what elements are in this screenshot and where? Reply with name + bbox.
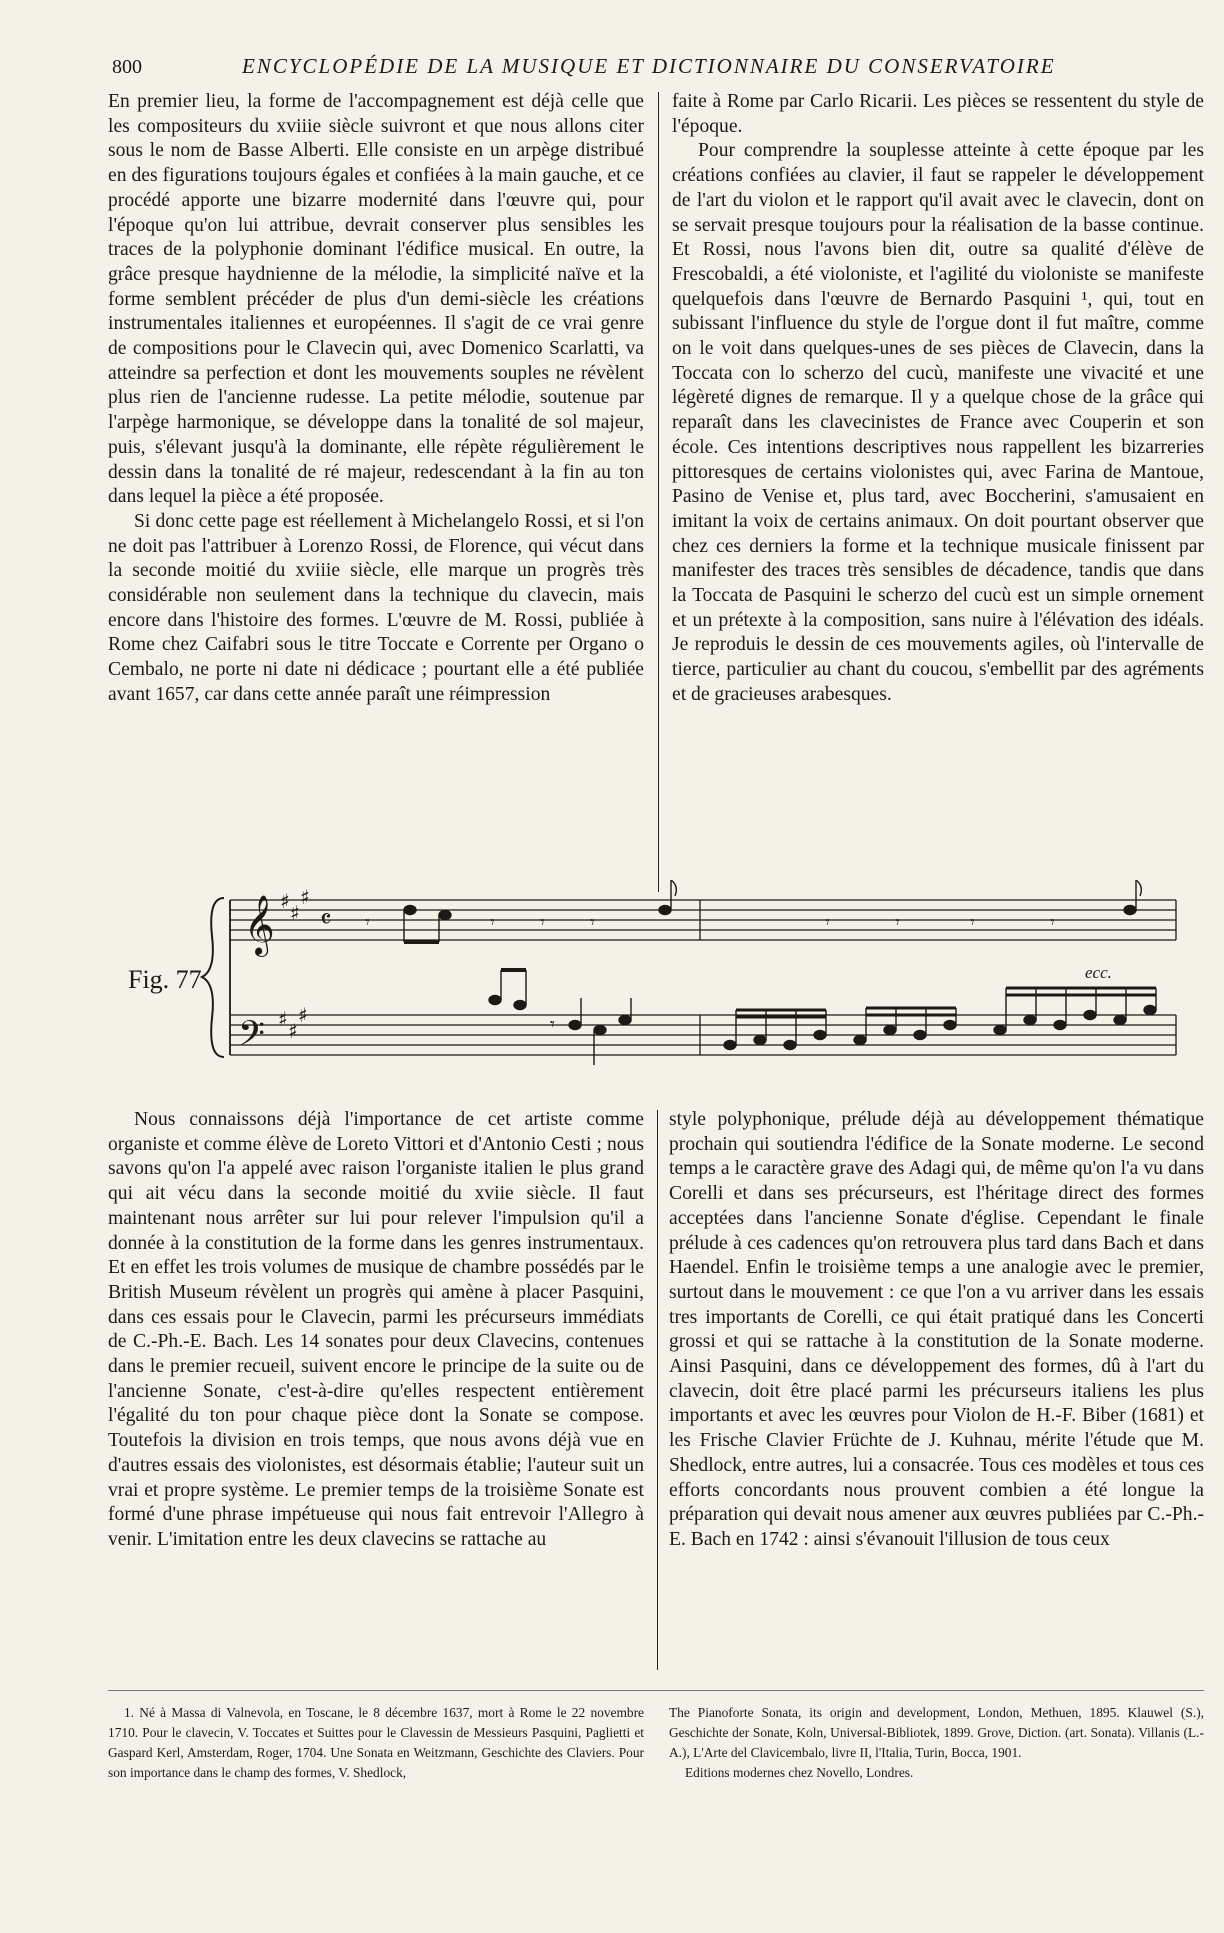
svg-text:♯: ♯ (300, 885, 310, 909)
column-divider-bottom (657, 1110, 658, 1670)
page-header (112, 52, 1074, 82)
footnote-text: Editions modernes chez Novello, Londres. (685, 1765, 914, 1780)
key-signature (278, 885, 310, 1043)
svg-text:𝄾: 𝄾 (895, 912, 900, 932)
footnote-rule (108, 1690, 1204, 1691)
svg-text:♯: ♯ (298, 1003, 308, 1027)
music-example (120, 880, 1216, 1090)
figure-label: Fig. 77 (128, 965, 202, 994)
svg-text:𝄾: 𝄾 (825, 912, 830, 932)
footnote-text: The Pianoforte Sonata, its origin and development, London, Methuen, 1895. Klauwel (S.), Geschichte der Sonate, Koln, Universal-Bibliotek, 1899. Grove, Diction. (art. Sonata). Villanis (L.-A.), L'Arte del Clavicembalo, livre II, l'Italia, Turin, Bocca, 1901. (669, 1705, 1204, 1760)
paragraph: faite à Rome par Carlo Ricarii. Les pièces se ressentent du style de l'époque. (672, 91, 1204, 137)
paragraph: Pour comprendre la souplesse atteinte à cette époque par les créations confiées au clavier, il faut se rappeler le développement de l'art du violon et le rapport qu'il avait avec le clavecin, dont on se servait presque toujours pour la réalisation de la basse continue. Et Rossi, nous l'avons bien dit, outre sa qualité d'élève de Frescobaldi, a été violoniste, et l'agilité du violoniste se manifeste quelquefois dans l'œuvre de Bernardo Pasquini ¹, qui, tout en subissant l'influence du style de l'orgue dont il fut maître, comme on le voit dans quelques-unes de ses pièces de Clavecin, dans la Toccata con lo scherzo del cucù, manifeste une vivacité et une légèreté dignes de remarque. Il y a quelque chose de la grâce qui reparaît dans les clavecinistes de France avec Couperin et son école. Ces intentions descriptives nous rappellent les bizarreries pittoresques de certains violonistes qui, avec Farina de Mantoue, Pasino de Venise et, plus tard, avec Boccherini, s'amusaient en imitant la voix de certains animaux. On doit pourtant observer que chez ces derniers la forme et la technique musicale finissent par manifester des traces très sensibles de décadence, tandis que dans la Toccata de Pasquini le scherzo del cucù est un simple ornement et un prétexte à la composition, sans nuire à l'élévation des idéals. Je reproduis le dessin de ces mouvements agiles, où l'intervalle de tierce, particulier au chant du coucou, s'embellit par des agréments et de gracieuses arabesques. (672, 140, 1204, 705)
paragraph: style polyphonique, prélude déjà au développement thématique prochain qui soutiendra l'édifice de la Sonate moderne. Le second temps a le caractère grave des Adagi qui, de même qu'on l'a vu dans Corelli et dans ses précurseurs, est l'héritage direct des formes acceptées dans l'ancienne Sonate d'église. Cependant le finale prélude à ces cadences qu'on retrouvera plus tard dans Bach et dans Haendel. Enfin le troisième temps a une analogie avec le premier, surtout dans le mouvement : ce que l'on a vu arriver dans les essais tres importants de Corelli, ce qui était pratiqué dans les Concerti grossi et qui se rattache à la constitution de la Sonate moderne. Ainsi Pasquini, dans ce développement des formes, dû à l'art du clavecin, doit être placé parmi les précurseurs italiens les plus importants et avec les œuvres pour Violon de H.-F. Biber (1681) et les Frische Clavier Früchte de J. Kuhnau, mérite l'étude que M. Shedlock, entre autres, lui a consacrée. Tous ces modèles et tous ces efforts concordants nous prouvent combien a été longue la préparation qui devait nous amener aux œuvres publiées par C.-Ph.-E. Bach en 1742 : ainsi s'évanouit l'illusion de tous ceux (669, 1109, 1204, 1550)
running-head: ENCYCLOPÉDIE DE LA MUSIQUE ET DICTIONNAIRE DU CONSERVATOIRE (242, 54, 1056, 78)
column-top-left (108, 90, 644, 708)
svg-text:𝄾: 𝄾 (590, 912, 595, 932)
paragraph: Si donc cette page est réellement à Michelangelo Rossi, et si l'on ne doit pas l'attribuer à Lorenzo Rossi, de Florence, qui vécut dans la seconde moitié du xviiie siècle, elle marque un progrès très considérable non seulement dans la technique du clavecin, mais encore dans l'histoire des formes. L'œuvre de M. Rossi, publiée à Rome chez Caifabri sous le titre Toccate e Corrente per Organo o Cembalo, ne porte ni date ni dédicace ; pourtant elle a été publiée avant 1657, car dans cette année paraît une réimpression (108, 510, 644, 705)
column-top-right (672, 90, 1204, 708)
page-number: 800 (112, 56, 142, 78)
treble-notes (365, 880, 1141, 942)
paragraph: En premier lieu, la forme de l'accompagnement est déjà celle que les compositeurs du xviiie siècle suivront et que nous allons citer sous le nom de Basse Alberti. Elle consiste en un arpège distribué en des figurations toujours égales et confiées à la main gauche, et ce procédé apporte une bizarre modernité dans l'œuvre qui, pour l'époque qu'on lui attribue, devrait conserver plus sensibles les traces de la polyphonie dominant l'édifice musical. En outre, la grâce presque haydnienne de la mélodie, la simplicité naïve et la forme semblent précéder de plus d'un demi-siècle les créations instrumentales italiennes et européennes. Il s'agit de ce vrai genre de compositions pour le Clavecin qui, avec Domenico Scarlatti, va atteindre sa perfection et dont les mouvements souples ne révèlent plus rien de l'ancienne rudesse. La petite mélodie, soutenue par l'arpège harmonique, se développe dans la tonalité de sol majeur, puis, s'élevant jusqu'à la dominante, elle répète régulièrement le dessin dans la tonalité de ré majeur, redescendant à la fin au ton dans lequel la pièce a été proposée. (108, 91, 644, 508)
svg-text:𝄾: 𝄾 (490, 912, 495, 932)
svg-text:♯: ♯ (288, 1019, 298, 1043)
column-divider-top (658, 92, 659, 892)
svg-text:𝄾: 𝄾 (1050, 912, 1055, 932)
svg-text:𝄾: 𝄾 (365, 912, 370, 932)
footnote-right (669, 1703, 1204, 1783)
footnote-text: 1. Né à Massa di Valnevola, en Toscane, le 8 décembre 1637, mort à Rome le 22 novembre 1710. Pour le clavecin, V. Toccates et Suittes pour le Clavessin de Messieurs Pasquini, Paglietti et Gaspard Kerl, Amsterdam, Roger, 1704. Une Sonata en Weitzmann, Geschichte des Claviers. Pour son importance dans le champ des formes, V. Shedlock, (108, 1705, 644, 1780)
svg-text:𝄾: 𝄾 (970, 912, 975, 932)
score-figure (120, 880, 1216, 1090)
paragraph: Nous connaissons déjà l'importance de cet artiste comme organiste et comme élève de Loreto Vittori et d'Antonio Cesti ; nous savons qu'on l'a appelé avec raison l'organiste italien le plus grand qui ait vécu dans la seconde moitié du xviie siècle. Il faut maintenant nous arrêter sur lui pour relever l'impulsion qu'il a donnée à la constitution de la forme dans les genres instrumentaux. Et en effet les trois volumes de musique de chambre possédés par le British Museum révèlent un progrès qui amène à placer Pasquini, dans ces essais pour le Clavecin, parmi les précurseurs immédiats de C.-Ph.-E. Bach. Les 14 sonates pour deux Clavecins, contenues dans le premier recueil, suivent encore le principe de la suite ou de l'ancienne Sonate, c'est-à-dire qu'elles respectent entièrement l'égalité du ton pour chaque pièce dont la Sonate se compose. Toutefois la division en trois temps, que nous avons déjà vue en d'autres essais des violonistes, est désormais établie; l'auteur suit un vrai et propre système. Le premier temps de la troisième Sonate est formé d'une phrase impétueuse qui nous fait entrevoir l'Allegro à venir. L'imitation entre les deux clavecins se rattache au (108, 1109, 644, 1550)
svg-text:𝄾: 𝄾 (550, 1014, 555, 1034)
bass-clef-icon: 𝄢 (238, 1013, 266, 1062)
bass-notes (489, 970, 1156, 1065)
ecc-label: ecc. (1085, 963, 1112, 982)
footnote-left (108, 1703, 644, 1783)
treble-clef-icon: 𝄞 (244, 895, 275, 955)
time-signature: 𝄴 (320, 905, 332, 934)
svg-text:♯: ♯ (278, 1007, 288, 1031)
svg-text:♯: ♯ (290, 901, 300, 925)
column-bottom-left (108, 1108, 644, 1553)
svg-text:𝄾: 𝄾 (540, 912, 545, 932)
column-bottom-right (669, 1108, 1204, 1553)
svg-text:♯: ♯ (280, 889, 290, 913)
